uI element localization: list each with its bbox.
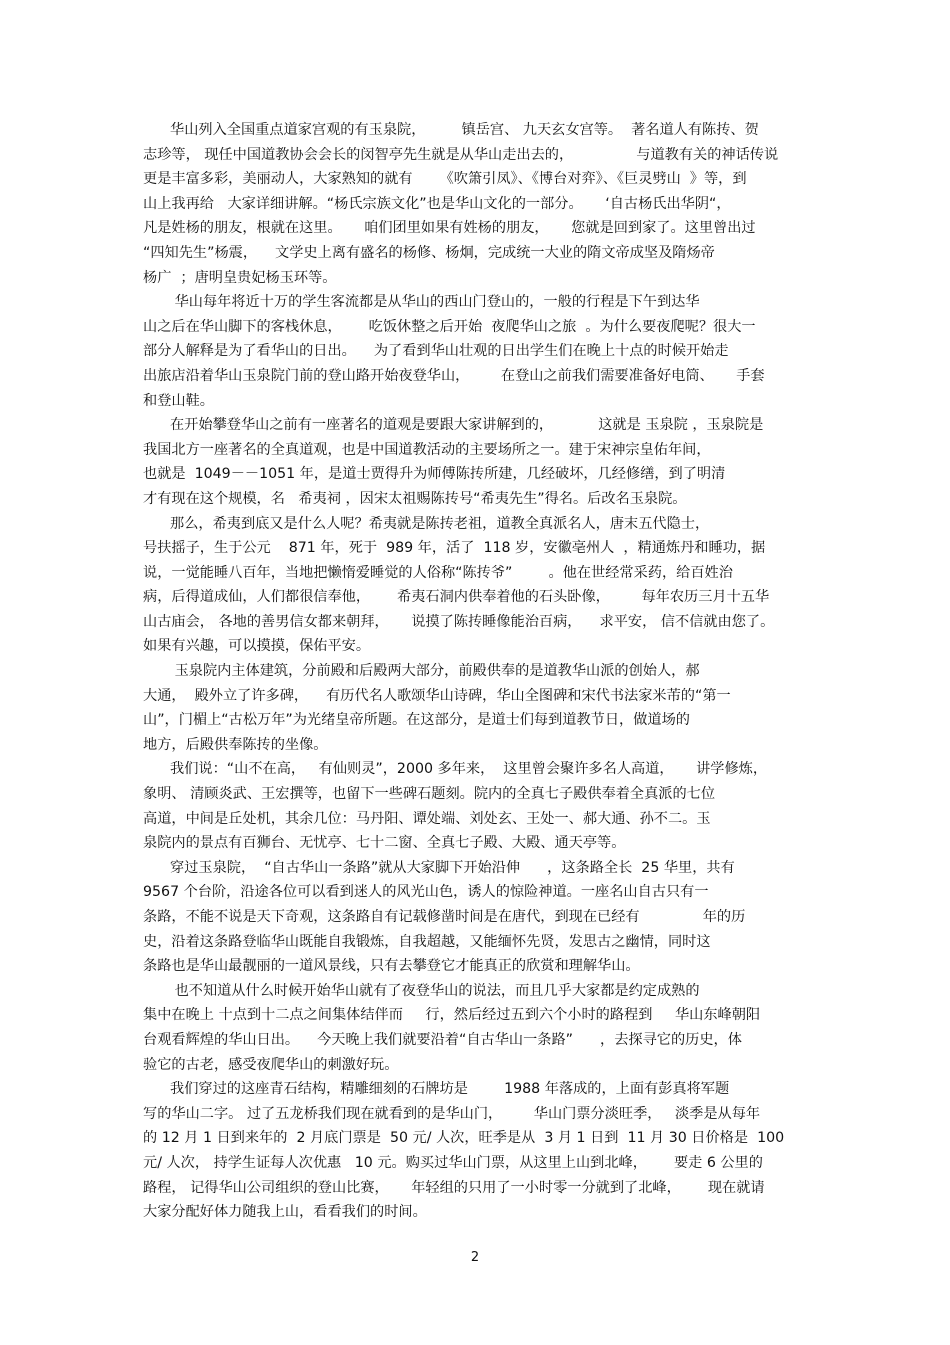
text-line: 出旅店沿着华山玉泉院门前的登山路开始夜登华山， 在登山之前我们需要准备好电筒、 手套	[143, 367, 765, 384]
text-line: 杨广 ；唐明皇贵妃杨玉环等。	[143, 269, 337, 286]
text-line: 9567 个台阶，沿途各位可以看到迷人的风光山色，诱人的惊险神道。一座名山自古只有一	[143, 884, 709, 901]
text-line: 也不知道从什么时候开始华山就有了夜登华山的说法，而且几乎大家都是约定成熟的	[143, 982, 700, 999]
paragraph-p5	[143, 659, 808, 757]
text-line: 山之后在华山脚下的客栈休息， 吃饭休整之后开始 夜爬华山之旅 。为什么要夜爬呢？很大一	[143, 318, 756, 335]
text-line: 泉院内的景点有百狮台、无忧亭、七十二窗、全真七子殿、大殿、通天亭等。	[143, 835, 626, 852]
text-line: 玉泉院内主体建筑，分前殿和后殿两大部分，前殿供奉的是道教华山派的创始人，郝	[143, 663, 700, 680]
text-line: 那么，希夷到底又是什么人呢？希夷就是陈抟老祖，道教全真派名人，唐末五代隐士，	[143, 515, 710, 532]
text-line: 更是丰富多彩，美丽动人，大家熟知的就有 《吹箫引凤》、《博台对弈》、《巨灵劈山 》等，到	[143, 171, 747, 188]
paragraph-p9	[143, 1077, 808, 1225]
text-line: 华山每年将近十万的学生客流都是从华山的西山门登山的，一般的行程是下午到达华	[143, 294, 700, 311]
text-line: 我国北方一座著名的全真道观，也是中国道教活动的主要场所之一。建于宋神宗皇佑年间，	[143, 441, 711, 458]
text-line: 验它的古老，感受夜爬华山的刺激好玩。	[143, 1056, 399, 1073]
text-line: 才有现在这个规模，名 希夷祠 ，因宋太祖赐陈抟号“希夷先生”得名。后改名玉泉院。	[143, 490, 687, 507]
text-line: 穿过玉泉院， “自古华山一条路”就从大家脚下开始沿伸 ，这条路全长 25 华里，共有	[143, 859, 735, 876]
text-line: 史，沿着这条路登临华山既能自我锻炼，自我超越，又能缅怀先贤，发思古之幽情，同时这	[143, 933, 711, 950]
text-line: 部分人解释是为了看华山的日出。 为了看到华山壮观的日出学生们在晚上十点的时候开始走	[143, 343, 729, 360]
paragraph-p7	[143, 856, 808, 979]
text-line: 也就是 1049－－1051 年，是道士贾得升为师傅陈抟所建，几经破坏，几经修缮，到了明清	[143, 466, 726, 483]
text-line: 象明、 清顾炎武、王宏撰等，也留下一些碑石题刻。院内的全真七子殿供奉着全真派的七位	[143, 786, 716, 803]
text-line: 和登山鞋。	[143, 392, 214, 409]
paragraph-p6	[143, 757, 808, 855]
text-line: 台观看辉煌的华山日出。 今天晚上我们就要沿着“自古华山一条路” ，去探寻它的历史，体	[143, 1031, 742, 1048]
text-line: 如果有兴趣，可以摸摸，保佑平安。	[143, 638, 371, 655]
text-line: 条路，不能不说是天下奇观，这条路自有记载修凿时间是在唐代，到现在已经有 年的历	[143, 909, 746, 925]
text-line: 在开始攀登华山之前有一座著名的道观是要跟大家讲解到的， 这就是 玉泉院 ，玉泉院是	[143, 417, 764, 434]
text-line: 病，后得道成仙，人们都很信奉他， 希夷石洞内供奉着他的石头卧像， 每年农历三月十五华	[143, 589, 770, 606]
text-line: “四知先生”杨震， 文学史上离有盛名的杨修、杨炯，完成统一大业的隋文帝成坚及隋炀帝	[143, 244, 715, 261]
text-line: 说，一觉能睡八百年，当地把懒惰爱睡觉的人俗称“陈抟爷” 。他在世经常采药，给百姓治	[143, 564, 733, 581]
text-line: 号扶摇子，生于公元 871 年，死于 989 年，活了 118 岁，安徽亳州人 ，精通炼丹和睡功，据	[143, 540, 766, 557]
text-line: 志珍等， 现任中国道教协会会长的闵智亭先生就是从华山走出去的， 与道教有关的神话传说	[143, 146, 779, 163]
page-number: 2	[470, 1250, 480, 1265]
text-line: 山”，门楣上“古松万年”为光绪皇帝所题。在这部分，是道士们每到道教节日，做道场的	[143, 712, 690, 729]
text-line: 的 12 月 1 日到来年的 2 月底门票是 50 元/ 人次，旺季是从 3 月 1 日到 11 月 30 日价格是 100	[143, 1130, 785, 1147]
text-line: 大家分配好体力随我上山，看看我们的时间。	[143, 1204, 427, 1221]
paragraph-p4	[143, 512, 808, 660]
text-line: 条路也是华山最靓丽的一道风景线，只有去攀登它才能真正的欣赏和理解华山。	[143, 958, 640, 975]
text-line: 凡是姓杨的朋友，根就在这里。 咱们团里如果有姓杨的朋友， 您就是回到家了。这里曾出过	[143, 220, 756, 237]
text-line: 我们穿过的这座青石结构，精雕细刻的石牌坊是 1988 年落成的，上面有彭真将军题	[143, 1081, 730, 1098]
text-line: 地方，后殿供奉陈抟的坐像。	[143, 736, 328, 753]
text-line: 我们说：“山不在高， 有仙则灵”，2000 多年来， 这里曾会聚许多名人高道， 讲学修炼，	[143, 761, 768, 778]
text-line: 山古庙会， 各地的善男信女都来朝拜， 说摸了陈抟睡像能治百病， 求平安， 信不信就由您了。	[143, 613, 775, 630]
text-line: 写的华山二字。 过了五龙桥我们现在就看到的是华山门， 华山门票分淡旺季， 淡季是从每年	[143, 1105, 761, 1122]
paragraph-p2	[143, 290, 808, 413]
text-line: 集中在晚上 十点到十二点之间集体结伴而 行，然后经过五到六个小时的路程到 华山东峰朝阳	[143, 1007, 761, 1024]
text-line: 元/ 人次， 持学生证每人次优惠 10 元。购买过华山门票，从这里上山到北峰， 要走 6 公里的	[143, 1154, 763, 1171]
document-body	[143, 118, 808, 1225]
paragraph-p1	[143, 118, 808, 290]
text-line: 路程， 记得华山公司组织的登山比赛， 年轻组的只用了一小时零一分就到了北峰， 现在就请	[143, 1179, 765, 1196]
paragraph-p8	[143, 979, 808, 1077]
text-line: 大通， 殿外立了许多碑， 有历代名人歌颂华山诗碑，华山全图碑和宋代书法家米芾的“第一	[143, 687, 731, 704]
paragraph-p3	[143, 413, 808, 511]
text-line: 山上我再给 大家详细讲解。“杨氏宗族文化”也是华山文化的一部分。 ‘自古杨氏出华阴“，	[143, 195, 731, 212]
text-line: 高道，中间是丘处机，其余几位：马丹阳、谭处端、刘处玄、王处一、郝大通、孙不二。玉	[143, 810, 711, 827]
text-line: 华山列入全国重点道家宫观的有玉泉院， 镇岳宫、 九天玄女宫等。 著名道人有陈抟、贺	[143, 122, 759, 138]
